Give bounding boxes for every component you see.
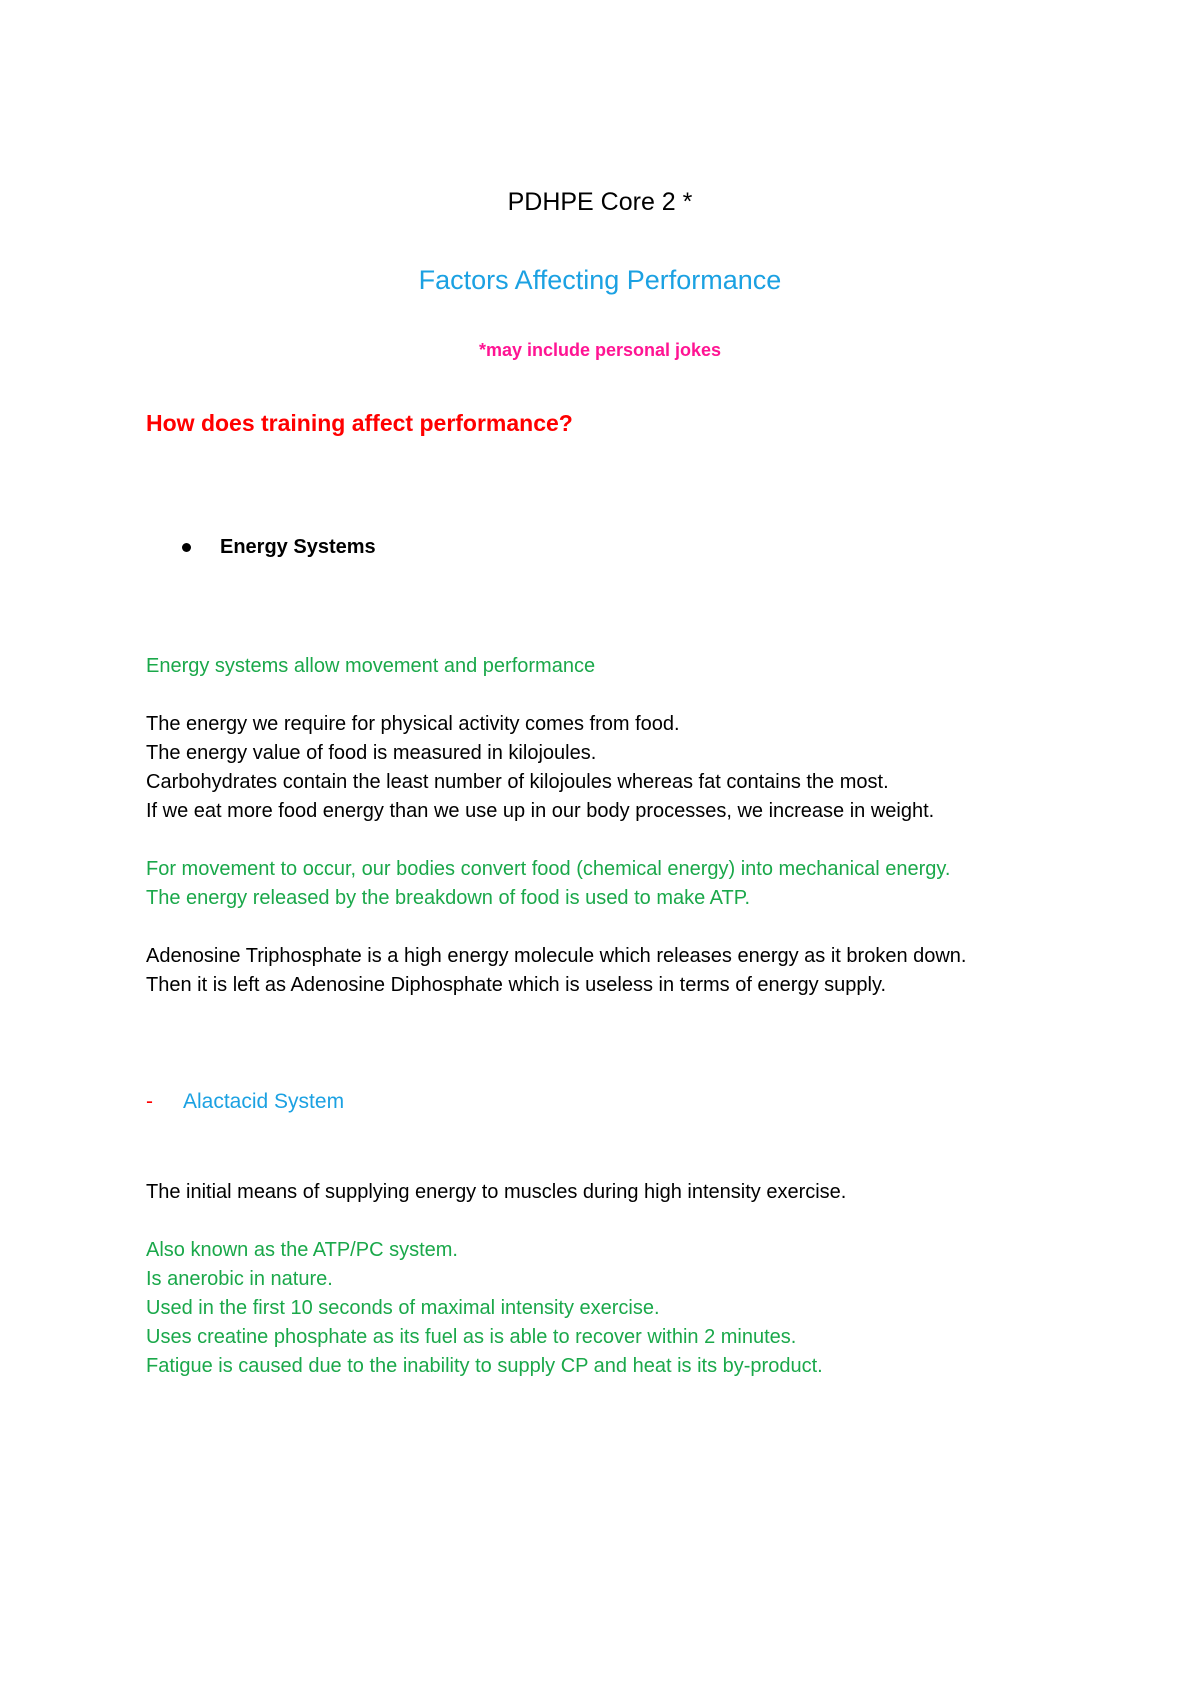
document-note: *may include personal jokes [478,340,722,360]
paragraph-line: Uses creatine phosphate as its fuel as is able to recover within 2 minutes. [146,1326,797,1348]
paragraph-line: Used in the first 10 seconds of maximal intensity exercise. [146,1297,660,1319]
bullet-label: Energy Systems [220,536,376,558]
document-title: PDHPE Core 2 * [507,188,693,216]
bullet-item-energy-systems [182,536,376,559]
paragraph-line: Fatigue is caused due to the inability to supply CP and heat is its by-product. [146,1355,823,1377]
paragraph-line: The energy we require for physical activity comes from food. [146,713,680,735]
paragraph-line: Carbohydrates contain the least number of kilojoules whereas fat contains the most. [146,771,889,793]
paragraph-line: For movement to occur, our bodies convert food (chemical energy) into mechanical energy. [146,858,951,880]
paragraph-line: Then it is left as Adenosine Diphosphate which is useless in terms of energy supply. [146,974,887,996]
section-question: How does training affect performance? [146,410,573,436]
bullet-dot-icon [182,543,191,552]
dash-item-alactacid [146,1090,344,1114]
dash-heading: Alactacid System [183,1090,345,1113]
paragraph-line: If we eat more food energy than we use up in our body processes, we increase in weight. [146,800,935,822]
paragraph-line: The energy value of food is measured in kilojoules. [146,742,597,764]
document-subtitle: Factors Affecting Performance [418,265,782,295]
paragraph-line: Also known as the ATP/PC system. [146,1239,458,1261]
paragraph-line: The initial means of supplying energy to muscles during high intensity exercise. [146,1181,847,1203]
dash-marker: - [146,1090,153,1113]
paragraph-line: The energy released by the breakdown of food is used to make ATP. [146,887,751,909]
paragraph-line: Adenosine Triphosphate is a high energy molecule which releases energy as it broken down. [146,945,967,967]
paragraph-line: Is anerobic in nature. [146,1268,333,1290]
intro-line: Energy systems allow movement and performance [146,655,596,677]
